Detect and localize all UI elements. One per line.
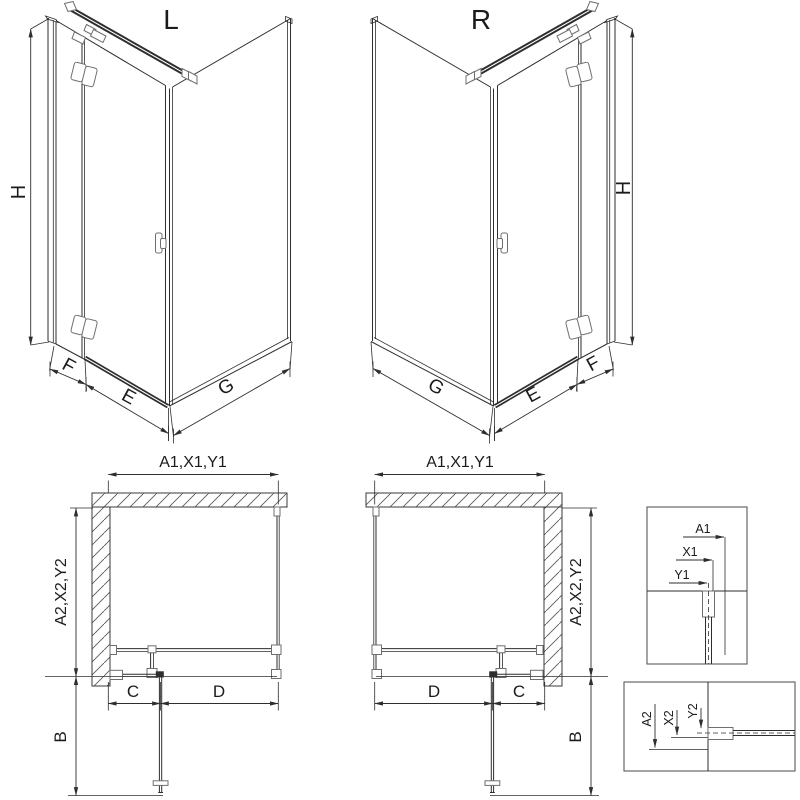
wall-side-left-plan xyxy=(92,507,110,686)
detail-label-x2: X2 xyxy=(662,710,676,726)
detail-box-top-profile xyxy=(647,507,747,664)
plan-view-right xyxy=(366,454,608,796)
dim-label-h-right: H xyxy=(613,180,635,196)
detail-label-x1: X1 xyxy=(682,545,698,559)
dim-label-c-left-plan: C xyxy=(126,682,140,701)
detail-label-y2: Y2 xyxy=(686,703,700,719)
wall-top-right-plan xyxy=(366,493,562,507)
plan-view-left xyxy=(45,454,287,796)
wall-side-right-plan xyxy=(544,507,562,686)
detail-label-a2: A2 xyxy=(640,711,654,727)
dim-label-g-left: G xyxy=(214,374,238,401)
dim-label-a2-left-plan: A2,X2,Y2 xyxy=(53,558,70,626)
dim-label-a1-left-plan: A1,X1,Y1 xyxy=(159,454,227,471)
detail-label-a1: A1 xyxy=(695,522,711,536)
dim-label-a1-right-plan: A1,X1,Y1 xyxy=(426,454,494,471)
dim-label-b-left-plan: B xyxy=(51,731,70,743)
dim-label-d-right-plan: D xyxy=(427,682,441,701)
dim-label-e-left: E xyxy=(118,384,140,410)
view-label-right: R xyxy=(470,4,492,35)
detail-box-side-profile xyxy=(624,682,795,771)
view-label-left: L xyxy=(163,4,179,35)
dim-label-f-left: F xyxy=(58,354,79,379)
iso-view-left xyxy=(8,2,292,444)
dim-label-a2-right-plan: A2,X2,Y2 xyxy=(568,558,585,626)
dim-label-f-right: F xyxy=(583,352,604,377)
dim-label-e-right: E xyxy=(522,382,544,408)
wall-top-left-plan xyxy=(92,493,287,507)
dim-label-c-right-plan: C xyxy=(512,682,526,701)
dim-label-h-left: H xyxy=(8,184,30,200)
dim-label-g-right: G xyxy=(424,374,448,401)
iso-view-right xyxy=(371,2,635,444)
dim-label-d-left-plan: D xyxy=(212,682,226,701)
dim-label-b-right-plan: B xyxy=(566,731,585,743)
detail-label-y1: Y1 xyxy=(674,568,690,582)
